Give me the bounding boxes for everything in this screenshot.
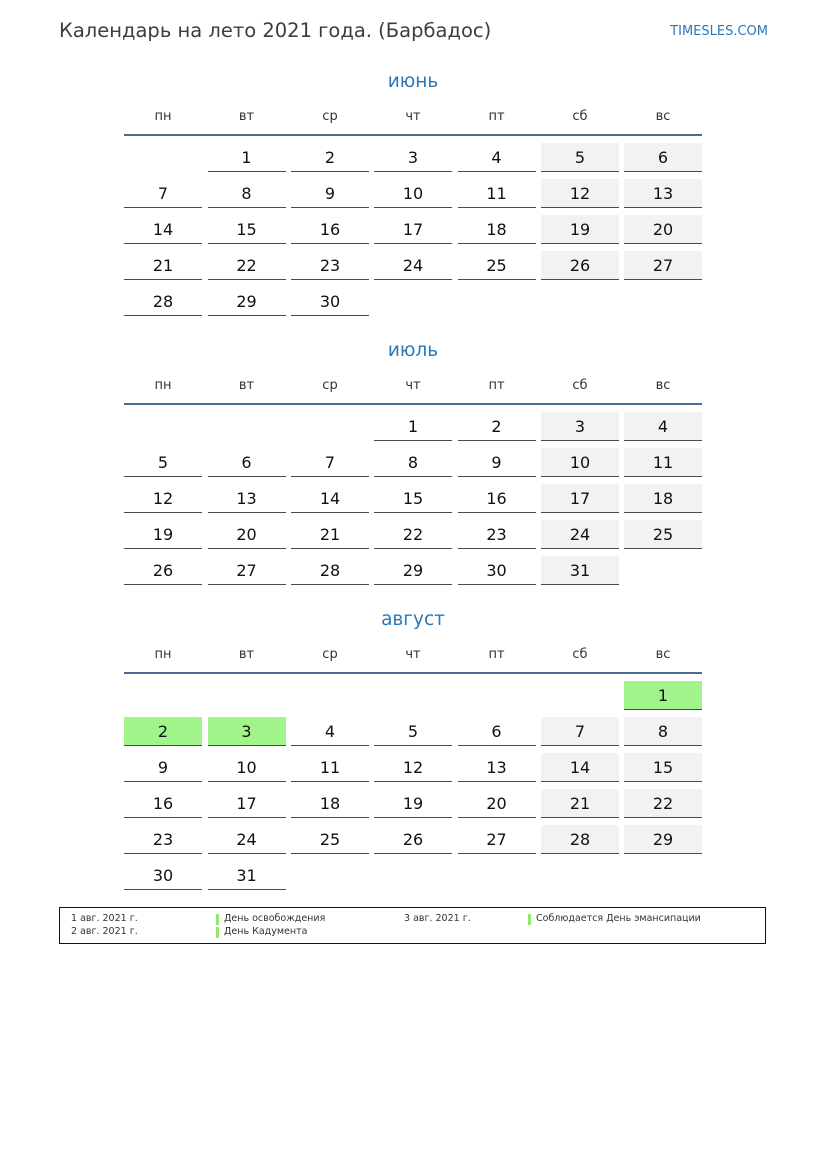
day-cell: 30 (124, 861, 202, 890)
day-cell: 3 (374, 143, 452, 172)
day-cell: 3 (541, 412, 619, 441)
weekday-label: вс (655, 647, 671, 662)
day-cell: 15 (374, 484, 452, 513)
day-cell: 17 (208, 789, 286, 818)
day-cell: 21 (124, 251, 202, 280)
day-cell: 19 (374, 789, 452, 818)
day-cell: 11 (624, 448, 702, 477)
day-cell: 2 (458, 412, 536, 441)
holiday-color-marker (216, 927, 219, 938)
day-cell: 12 (124, 484, 202, 513)
holiday-day-cell: 3 (208, 717, 286, 746)
day-cell: 7 (541, 717, 619, 746)
weekday-label: ср (322, 378, 338, 393)
weekday-label: сб (572, 647, 588, 662)
day-cell: 20 (458, 789, 536, 818)
day-cell: 8 (624, 717, 702, 746)
day-cell: 29 (624, 825, 702, 854)
day-cell: 24 (541, 520, 619, 549)
weekday-label: вт (238, 109, 255, 124)
header-rule (124, 134, 702, 136)
day-cell: 25 (291, 825, 369, 854)
day-cell: 27 (208, 556, 286, 585)
day-cell: 20 (208, 520, 286, 549)
legend-holiday-name: День Кадумента (224, 926, 308, 937)
holiday-color-marker (528, 914, 531, 925)
weekday-label: пн (154, 647, 172, 662)
day-cell: 26 (124, 556, 202, 585)
day-cell: 19 (124, 520, 202, 549)
weekday-label: пт (488, 647, 505, 662)
day-cell: 16 (124, 789, 202, 818)
weekday-label: чт (405, 378, 421, 393)
day-cell: 7 (291, 448, 369, 477)
day-cell: 13 (624, 179, 702, 208)
day-cell: 30 (458, 556, 536, 585)
day-cell: 19 (541, 215, 619, 244)
day-cell: 8 (208, 179, 286, 208)
day-cell: 27 (458, 825, 536, 854)
day-cell: 12 (374, 753, 452, 782)
day-cell: 26 (541, 251, 619, 280)
day-cell: 17 (374, 215, 452, 244)
weekday-label: пт (488, 109, 505, 124)
weekday-header (124, 377, 702, 394)
day-cell: 15 (624, 753, 702, 782)
day-cell: 8 (374, 448, 452, 477)
day-cell: 5 (374, 717, 452, 746)
day-cell: 30 (291, 287, 369, 316)
day-cell: 5 (124, 448, 202, 477)
day-cell: 22 (374, 520, 452, 549)
day-cell: 24 (374, 251, 452, 280)
day-cell: 29 (208, 287, 286, 316)
day-cell: 7 (124, 179, 202, 208)
day-cell: 31 (208, 861, 286, 890)
weekday-label: вт (238, 647, 255, 662)
day-cell: 20 (624, 215, 702, 244)
day-cell: 6 (458, 717, 536, 746)
weekday-label: сб (572, 378, 588, 393)
day-cell: 28 (124, 287, 202, 316)
day-cell: 21 (291, 520, 369, 549)
day-cell: 1 (374, 412, 452, 441)
legend-holiday-name: День освобождения (224, 913, 326, 924)
weekday-label: чт (405, 109, 421, 124)
holiday-legend (59, 907, 766, 944)
month-name: август (381, 609, 445, 630)
day-cell: 11 (458, 179, 536, 208)
weekday-label: ср (322, 109, 338, 124)
day-cell: 16 (458, 484, 536, 513)
day-cell: 14 (541, 753, 619, 782)
legend-date: 3 авг. 2021 г. (404, 913, 471, 924)
site-link[interactable]: TIMESLES.COM (670, 24, 768, 39)
weekday-label: пн (154, 109, 172, 124)
header-rule (124, 403, 702, 405)
day-cell: 6 (624, 143, 702, 172)
weekday-label: чт (405, 647, 421, 662)
holiday-day-cell: 2 (124, 717, 202, 746)
day-cell: 14 (124, 215, 202, 244)
day-cell: 4 (624, 412, 702, 441)
day-cell: 25 (624, 520, 702, 549)
legend-date: 1 авг. 2021 г. (71, 913, 138, 924)
weekday-label: ср (322, 647, 338, 662)
day-cell: 27 (624, 251, 702, 280)
day-cell: 13 (458, 753, 536, 782)
weekday-label: вс (655, 109, 671, 124)
day-cell: 18 (624, 484, 702, 513)
day-cell: 6 (208, 448, 286, 477)
day-cell: 24 (208, 825, 286, 854)
weekday-header (124, 108, 702, 125)
day-cell: 10 (208, 753, 286, 782)
day-cell: 13 (208, 484, 286, 513)
day-cell: 31 (541, 556, 619, 585)
holiday-color-marker (216, 914, 219, 925)
day-cell: 15 (208, 215, 286, 244)
day-cell: 28 (541, 825, 619, 854)
page-title: Календарь на лето 2021 года. (Барбадос) (59, 19, 492, 42)
day-cell: 28 (291, 556, 369, 585)
day-cell: 21 (541, 789, 619, 818)
weekday-label: сб (572, 109, 588, 124)
day-cell: 2 (291, 143, 369, 172)
weekday-header (124, 646, 702, 663)
day-cell: 22 (208, 251, 286, 280)
weekday-label: вт (238, 378, 255, 393)
day-cell: 9 (291, 179, 369, 208)
weekday-label: пн (154, 378, 172, 393)
day-cell: 17 (541, 484, 619, 513)
day-cell: 29 (374, 556, 452, 585)
day-cell: 12 (541, 179, 619, 208)
day-cell: 22 (624, 789, 702, 818)
day-cell: 18 (291, 789, 369, 818)
day-cell: 1 (208, 143, 286, 172)
month-name: июль (387, 340, 439, 361)
weekday-label: пт (488, 378, 505, 393)
weekday-label: вс (655, 378, 671, 393)
day-cell: 5 (541, 143, 619, 172)
day-cell: 26 (374, 825, 452, 854)
legend-date: 2 авг. 2021 г. (71, 926, 138, 937)
day-cell: 16 (291, 215, 369, 244)
day-cell: 25 (458, 251, 536, 280)
day-cell: 9 (124, 753, 202, 782)
day-cell: 4 (291, 717, 369, 746)
holiday-day-cell: 1 (624, 681, 702, 710)
day-cell: 10 (541, 448, 619, 477)
day-cell: 10 (374, 179, 452, 208)
day-cell: 14 (291, 484, 369, 513)
day-cell: 23 (291, 251, 369, 280)
header-rule (124, 672, 702, 674)
day-cell: 4 (458, 143, 536, 172)
legend-holiday-name: Соблюдается День эмансипации (536, 913, 701, 924)
day-cell: 18 (458, 215, 536, 244)
day-cell: 9 (458, 448, 536, 477)
day-cell: 11 (291, 753, 369, 782)
month-name: июнь (387, 71, 439, 92)
day-cell: 23 (124, 825, 202, 854)
day-cell: 23 (458, 520, 536, 549)
